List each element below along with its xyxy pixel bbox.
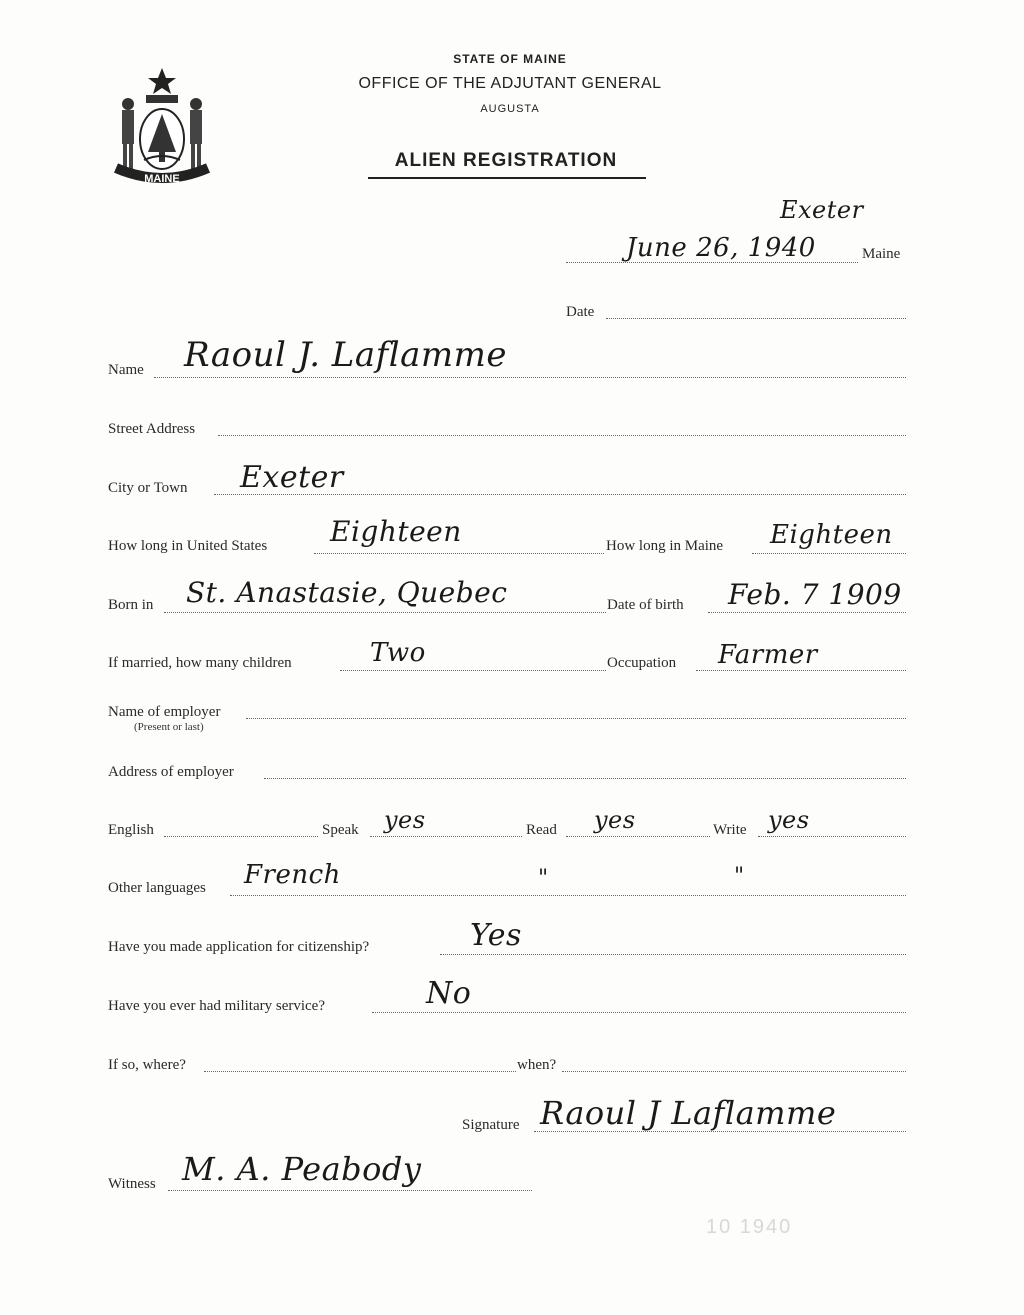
ditto-write: " <box>734 864 745 889</box>
date-handwritten: June 26, 1940 <box>626 233 816 263</box>
military-label: Have you ever had military service? <box>108 998 325 1014</box>
maine-state-seal <box>108 64 216 190</box>
witness-value: M. A. Peabody <box>182 1150 422 1188</box>
read-line <box>566 836 710 837</box>
write-line <box>758 836 906 837</box>
witness-label: Witness <box>108 1176 156 1192</box>
us-time-line <box>314 553 604 554</box>
speak-line <box>370 836 522 837</box>
signature-label: Signature <box>462 1117 520 1133</box>
speak-label: Speak <box>322 822 359 838</box>
born-label: Born in <box>108 597 154 613</box>
witness-line <box>168 1190 532 1191</box>
maine-time-value: Eighteen <box>770 520 893 550</box>
city-label: City or Town <box>108 480 188 496</box>
employer-line <box>246 718 906 719</box>
state-suffix: Maine <box>862 246 901 262</box>
date-line <box>606 318 906 319</box>
title-underline <box>368 177 646 179</box>
occupation-value: Farmer <box>718 640 818 670</box>
when-label: when? <box>517 1057 557 1073</box>
other-languages-label: Other languages <box>108 880 206 896</box>
english-label: English <box>108 822 154 838</box>
citizenship-label: Have you made application for citizenship? <box>108 939 370 955</box>
dob-value: Feb. 7 1909 <box>728 578 902 611</box>
street-label: Street Address <box>108 421 196 437</box>
children-value: Two <box>370 638 426 668</box>
when-line <box>562 1071 906 1072</box>
seal-banner-text: MAINE <box>144 173 180 185</box>
ditto-read: " <box>538 866 549 891</box>
date-label: Date <box>566 304 595 320</box>
other-languages-value: French <box>244 860 341 890</box>
employer-address-line <box>264 778 906 779</box>
speak-value: yes <box>384 806 426 834</box>
children-line <box>340 670 606 671</box>
header-office: OFFICE OF THE ADJUTANT GENERAL <box>358 75 662 92</box>
signature-value: Raoul J Laflamme <box>540 1094 837 1132</box>
military-value: No <box>426 976 472 1011</box>
us-time-value: Eighteen <box>330 515 462 548</box>
header-state: STATE OF MAINE <box>453 52 567 66</box>
where-line <box>204 1071 516 1072</box>
maine-time-label: How long in Maine <box>606 538 724 554</box>
children-label: If married, how many children <box>108 655 292 671</box>
english-line <box>164 836 318 837</box>
name-line <box>154 377 906 378</box>
employer-address-label: Address of employer <box>108 764 234 780</box>
city-value: Exeter <box>240 460 344 495</box>
citizenship-value: Yes <box>470 918 522 953</box>
occupation-line <box>696 670 906 671</box>
write-value: yes <box>768 806 810 834</box>
employer-note: (Present or last) <box>134 721 204 733</box>
us-time-label: How long in United States <box>108 538 268 554</box>
born-value: St. Anastasie, Quebec <box>186 576 508 609</box>
dob-line <box>708 612 906 613</box>
military-line <box>372 1012 906 1013</box>
town-handwritten: Exeter <box>780 196 864 224</box>
other-languages-line <box>230 895 906 896</box>
page-title: ALIEN REGISTRATION <box>394 150 618 171</box>
occupation-label: Occupation <box>607 655 677 671</box>
header-city: AUGUSTA <box>480 103 540 115</box>
where-label: If so, where? <box>108 1057 186 1073</box>
employer-label: Name of employer <box>108 704 221 720</box>
name-value: Raoul J. Laflamme <box>184 335 507 375</box>
received-stamp: 10 1940 <box>706 1216 793 1238</box>
read-label: Read <box>526 822 557 838</box>
citizenship-line <box>440 954 906 955</box>
write-label: Write <box>713 822 747 838</box>
maine-time-line <box>752 553 906 554</box>
name-label: Name <box>108 362 144 378</box>
born-line <box>164 612 606 613</box>
street-line <box>218 435 906 436</box>
read-value: yes <box>594 806 636 834</box>
dob-label: Date of birth <box>607 597 684 613</box>
